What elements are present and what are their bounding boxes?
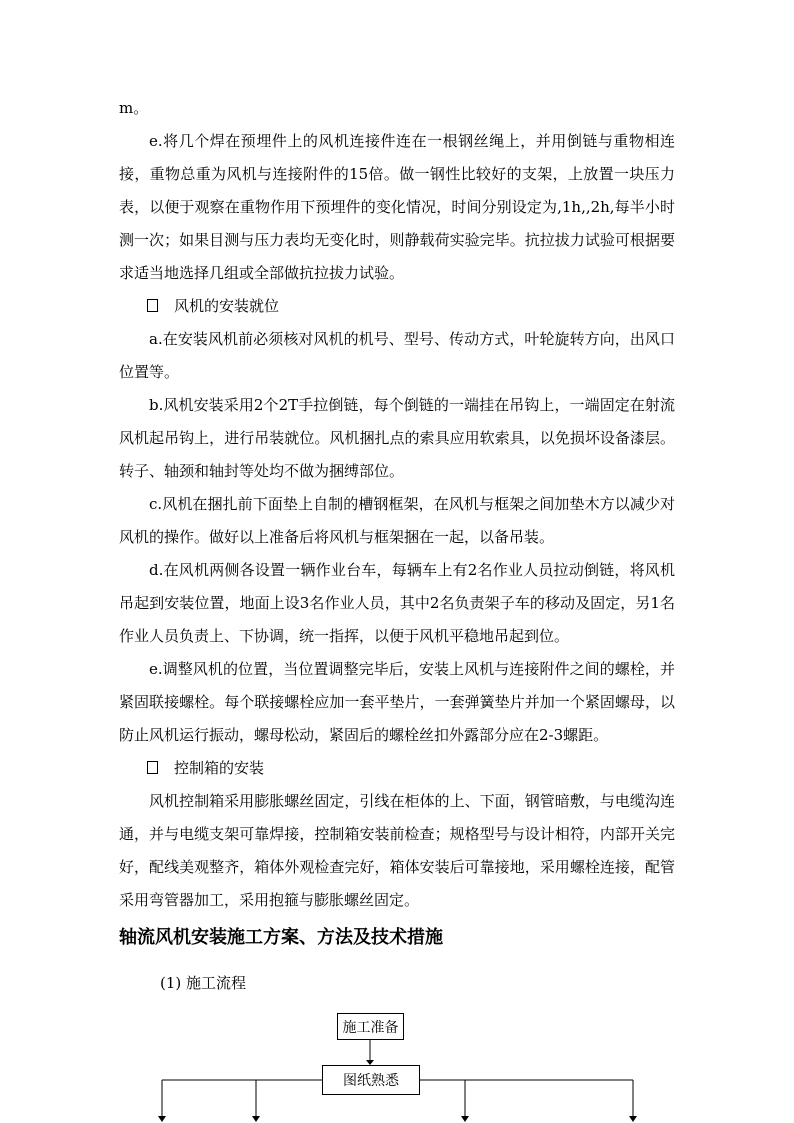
paragraph-c: c.风机在捆扎前下面垫上自制的槽钢框架，在风机与框架之间加垫木方以减少对风机的操作。做好以上准备后将风机与框架捆在一起，以备吊装。 <box>119 495 675 546</box>
arrow-head-icon <box>629 1116 637 1122</box>
paragraph-tail: m。 <box>119 99 149 117</box>
paragraph-d: d.在风机两侧各设置一辆作业台车，每辆车上有2名作业人员拉动倒链，将风机吊起到安装位置，地面上设3名作业人员，其中2名负责架子车的移动及固定，另1名作业人员负责上、下协调，统一指挥，以便于风机平稳地吊起到位。 <box>119 561 675 645</box>
paragraph-b: b.风机安装采用2个2T手拉倒链，每个倒链的一端挂在吊钩上，一端固定在射流风机起吊钩上，进行吊装就位。风机捆扎点的索具应用软索具，以免损坏设备漆层。转子、轴颈和轴封等处均不做为捆缚部位。 <box>119 396 675 480</box>
arrow-head-icon <box>461 1116 469 1122</box>
subheading-text: 控制箱的安装 <box>174 759 265 777</box>
subheading-text: 风机的安装就位 <box>174 297 280 315</box>
paragraph-static-load-test: e.将几个焊在预埋件上的风机连接件连在一根钢丝绳上，并用倒链与重物相连接，重物总重为风机与连接附件的15倍。做一钢性比较好的支架，上放置一块压力表，以便于观察在重物作用下预埋件的变化情况，时间分别设定为,1h,,2h,每半小时测一次；如果目测与压力表均无变化时，则静载荷实验完毕。抗拉拔力试验可根据要求适当地选择几组或全部做抗拉拔力试验。 <box>119 132 675 282</box>
flow-box-preparation: 施工准备 <box>337 1013 404 1040</box>
paragraph-control-box: 风机控制箱采用膨胀螺丝固定，引线在柜体的上、下面，钢管暗敷，与电缆沟连通，并与电缆支架可靠焊接，控制箱安装前检查；规格型号与设计相符，内部开关完好，配线美观整齐，箱体外观检查完好，箱体安装后可靠接地，采用螺栓连接，配管采用弯管器加工，采用抱箍与膨胀螺丝固定。 <box>119 792 675 909</box>
flow-box-drawings: 图纸熟悉 <box>322 1065 420 1095</box>
arrow-head-icon <box>252 1116 260 1122</box>
arrow-head-icon <box>158 1116 166 1122</box>
section-title: 轴流风机安装施工方案、方法及技术措施 <box>119 927 443 948</box>
step-label: (1) 施工流程 <box>160 974 247 992</box>
paragraph-a: a.在安装风机前必须核对风机的机号、型号、传动方式，叶轮旋转方向，出风口位置等。 <box>119 330 675 381</box>
paragraph-e: e.调整风机的位置，当位置调整完毕后，安装上风机与连接附件之间的螺栓，并紧固联接螺栓。每个联接螺栓应加一套平垫片，一套弹簧垫片并加一个紧固螺母，以防止风机运行振动，螺母松动，紧固后的螺栓丝扣外露部分应在2-3螺距。 <box>119 660 675 744</box>
